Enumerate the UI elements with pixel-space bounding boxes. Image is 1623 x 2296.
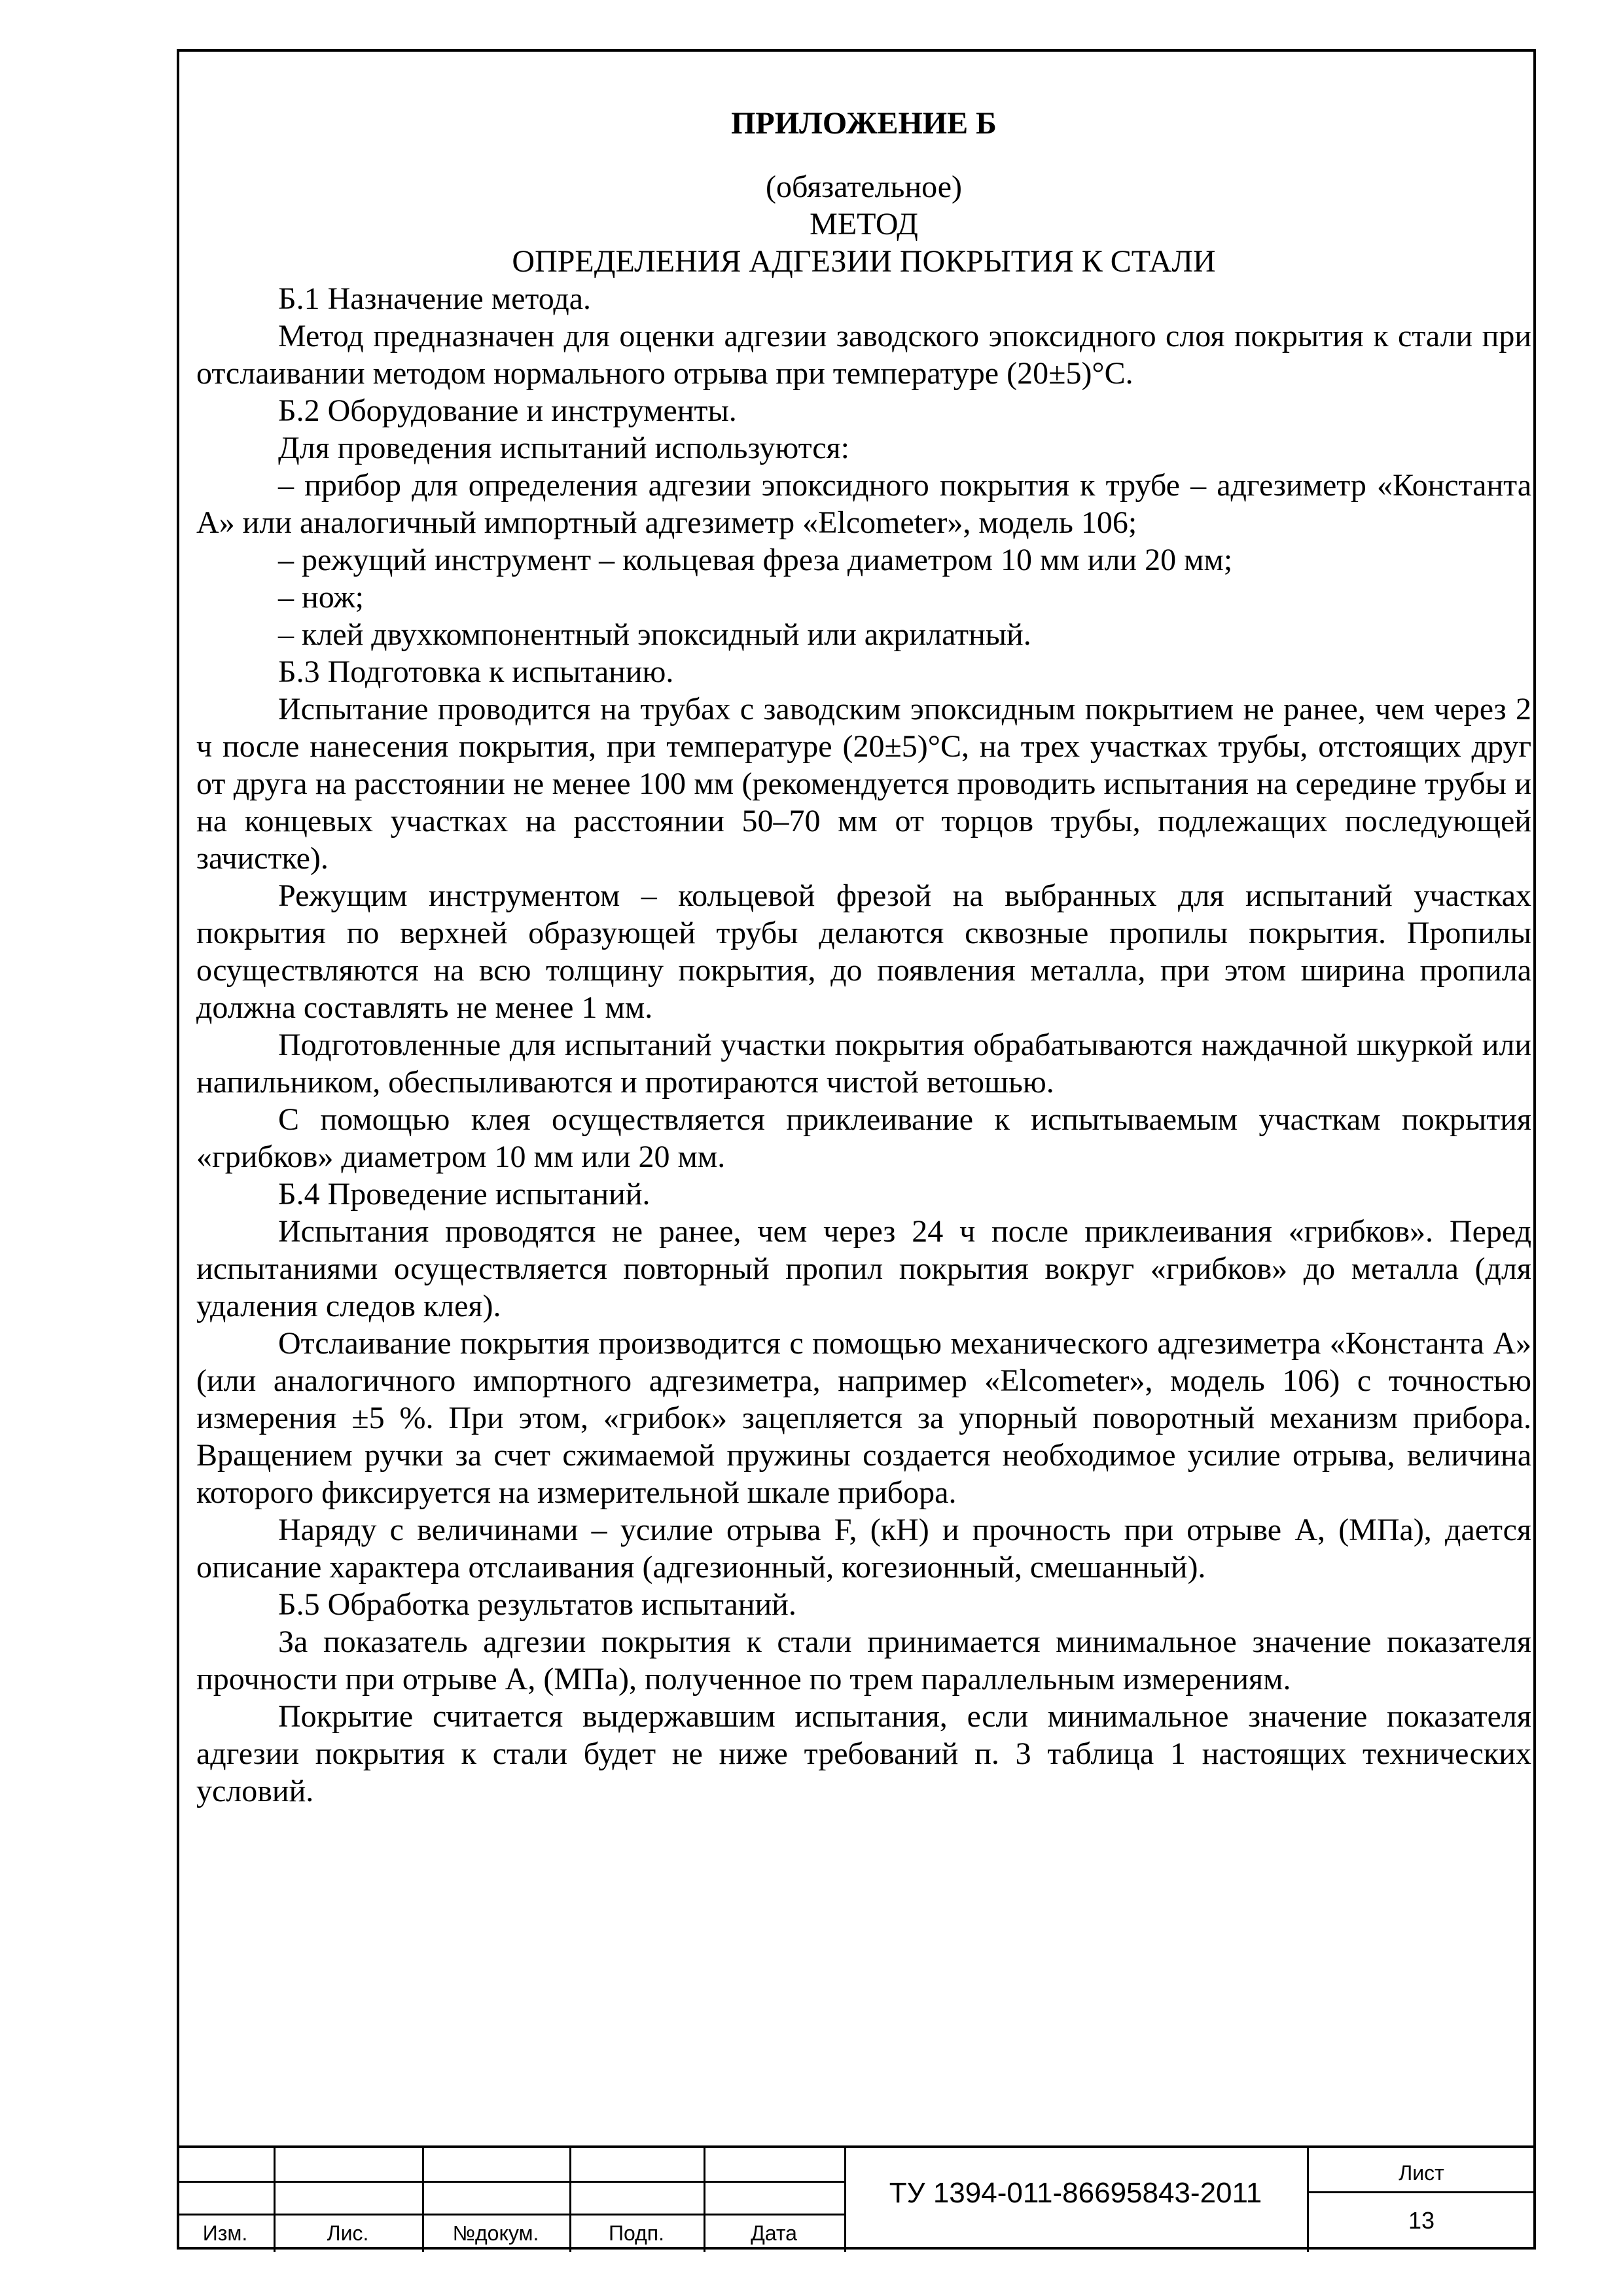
paragraph: Подготовленные для испытаний участки покрытия обрабатываются наждачной шкуркой или напильником, обеспыливаются и протираются чистой ветошью.	[196, 1028, 1531, 1100]
section-b2-heading: Б.2 Оборудование и инструменты.	[278, 393, 737, 428]
paragraph: За показатель адгезии покрытия к стали принимается минимальное значение показателя прочности при отрыве А, (МПа), полученное по трем параллельным измерениям.	[196, 1624, 1531, 1696]
title-block	[177, 2145, 1536, 2250]
sheet-number: 13	[1408, 2207, 1435, 2234]
list-item: – нож;	[278, 580, 364, 615]
paragraph: Испытания проводятся не ранее, чем через 24 ч после приклеивания «грибков». Перед испытаниями осуществляется повторный пропил покрытия вокруг «грибков» до металла (для удаления следов клея).	[196, 1214, 1531, 1323]
stamp-col-sign: Подп.	[609, 2221, 664, 2245]
paragraph: Наряду с величинами – усилие отрыва F, (кН) и прочность при отрыве А, (МПа), дается описание характера отслаивания (адгезионный, когезионный, смешанный).	[196, 1513, 1531, 1585]
paragraph: Испытание проводится на трубах с заводским эпоксидным покрытием не ранее, чем через 2 ч после нанесения покрытия, при температуре (20±5)°С, на трех участках трубы, отстоящих друг от друга на расстоянии не менее 100 мм (рекомендуется проводить испытания на середине трубы и на концевых участках на расстоянии 50–70 мм от торцов трубы, подлежащих последующей зачистке).	[196, 692, 1531, 876]
sheet-label: Лист	[1399, 2161, 1444, 2185]
list-item: – режущий инструмент – кольцевая фреза диаметром 10 мм или 20 мм;	[278, 543, 1233, 577]
list-item: – клей двухкомпонентный эпоксидный или акрилатный.	[278, 617, 1031, 652]
grid-line	[1307, 2191, 1536, 2193]
grid-line	[177, 2181, 844, 2183]
paragraph: Отслаивание покрытия производится с помощью механического адгезиметра «Константа А» (или аналогичного импортного адгезиметра, например «Elcometer», модель 106) с точностью измерения ±5 %. При этом, «грибок» зацепляется за упорный поворотный механизм прибора. Вращением ручки за счет сжимаемой пружины создается необходимое усилие отрыва, величина которого фиксируется на измерительной шкале прибора.	[196, 1326, 1531, 1510]
paragraph: Метод предназначен для оценки адгезии заводского эпоксидного слоя покрытия к стали при отслаивании методом нормального отрыва при температуре (20±5)°С.	[196, 319, 1531, 391]
method-subtitle: ОПРЕДЕЛЕНИЯ АДГЕЗИИ ПОКРЫТИЯ К СТАЛИ	[512, 244, 1216, 279]
document-body	[196, 105, 1531, 1810]
paragraph: Для проведения испытаний используются:	[278, 431, 849, 465]
paragraph: Режущим инструментом – кольцевой фрезой на выбранных для испытаний участках покрытия по верхней образующей трубы делаются сквозные пропилы покрытия. Пропилы осуществляются на всю толщину покрытия, до появления металла, при этом ширина пропила должна составлять не менее 1 мм.	[196, 878, 1531, 1025]
stamp-col-list: Лис.	[327, 2221, 369, 2245]
section-b5-heading: Б.5 Обработка результатов испытаний.	[278, 1587, 796, 1622]
paragraph: С помощью клея осуществляется приклеивание к испытываемым участкам покрытия «грибков» диаметром 10 мм или 20 мм.	[196, 1102, 1531, 1174]
section-b1-heading: Б.1 Назначение метода.	[278, 281, 592, 316]
stamp-col-izm: Изм.	[202, 2221, 248, 2245]
stamp-col-docnum: №докум.	[452, 2221, 539, 2245]
section-b3-heading: Б.3 Подготовка к испытанию.	[278, 655, 674, 689]
stamp-col-date: Дата	[751, 2221, 797, 2245]
document-code: ТУ 1394-011-86695843-2011	[889, 2177, 1262, 2209]
grid-line	[177, 2214, 844, 2215]
paragraph: Покрытие считается выдержавшим испытания, если минимальное значение показателя адгезии покрытия к стали будет не ниже требований п. 3 таблица 1 настоящих технических условий.	[196, 1699, 1531, 1808]
list-item: – прибор для определения адгезии эпоксидного покрытия к трубе – адгезиметр «Константа А» или аналогичный импортный адгезиметр «Elcometer», модель 106;	[196, 468, 1531, 540]
method-title: МЕТОД	[810, 207, 918, 242]
appendix-title: ПРИЛОЖЕНИЕ Б	[731, 106, 997, 141]
section-b4-heading: Б.4 Проведение испытаний.	[278, 1177, 651, 1211]
appendix-status: (обязательное)	[766, 170, 962, 204]
